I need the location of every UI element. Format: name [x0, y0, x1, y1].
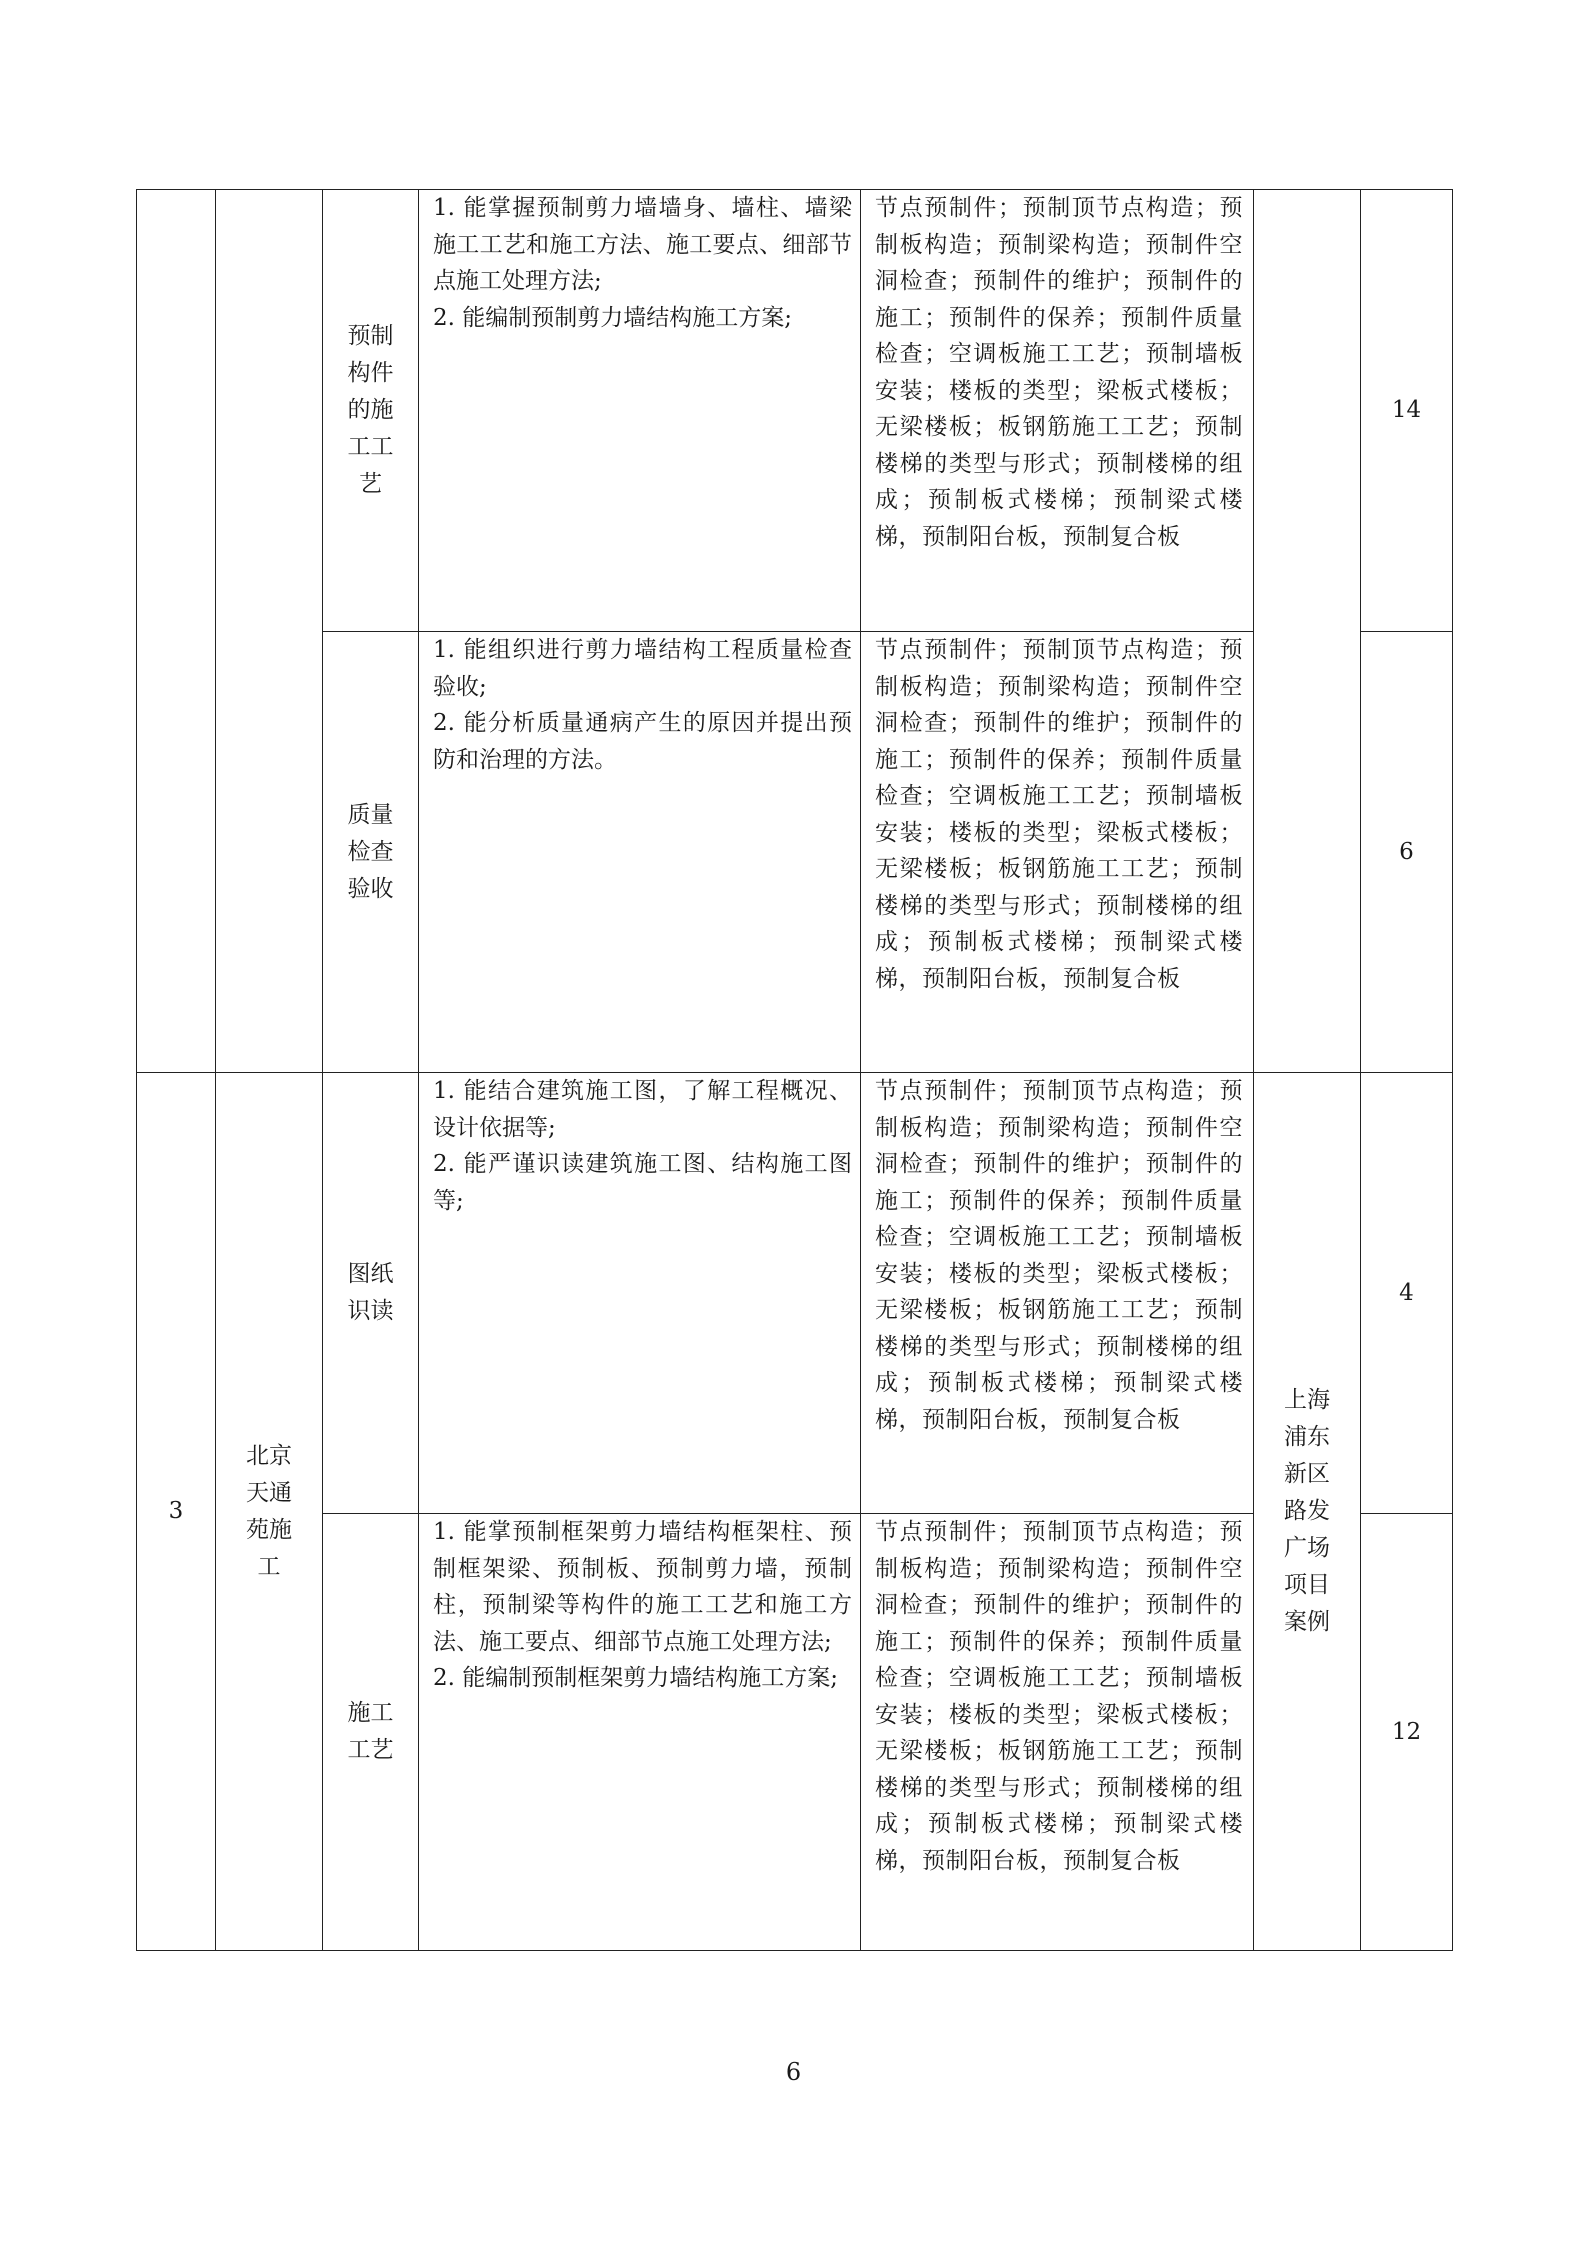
requirement-item: 2. 能编制预制剪力墙结构施工方案; — [433, 304, 793, 331]
requirement-item: 1. 能掌握预制剪力墙墙身、墙柱、墙梁施工工艺和施工方法、施工要点、细部节点施工处理方法; — [433, 195, 852, 294]
case-cell — [1254, 1073, 1361, 1951]
module-cell — [323, 632, 419, 1073]
hours-cell: 14 — [1361, 190, 1453, 632]
project-name: 北京天通苑施工 — [246, 1442, 292, 1580]
requirements-cell — [419, 632, 861, 1073]
hours-cell: 4 — [1361, 1073, 1453, 1514]
requirement-item: 1. 能组织进行剪力墙结构工程质量检查验收; — [433, 637, 852, 700]
item-number: 3 — [137, 1073, 216, 1951]
requirements-cell — [419, 1073, 861, 1514]
module-name: 施工工艺 — [347, 1700, 394, 1763]
table-row — [137, 190, 1453, 632]
course-table — [136, 189, 1453, 1951]
content-cell: 节点预制件；预制顶节点构造；预制板构造；预制梁构造；预制件空洞检查；预制件的维护；预制件的施工；预制件的保养；预制件质量检查；空调板施工工艺；预制墙板安装；楼板的类型；梁板式楼板；无梁楼板；板钢筋施工工艺；预制楼梯的类型与形式；预制楼梯的组成；预制板式楼梯；预制梁式楼梯，预制阳台板，预制复合板 — [861, 1514, 1254, 1951]
number-cell-empty — [137, 190, 216, 1073]
case-name: 上海浦东新区路发广场项目案例 — [1284, 1387, 1330, 1635]
requirements-cell — [419, 190, 861, 632]
requirement-item: 2. 能编制预制框架剪力墙结构施工方案; — [433, 1665, 839, 1691]
content-cell: 节点预制件；预制顶节点构造；预制板构造；预制梁构造；预制件空洞检查；预制件的维护；预制件的施工；预制件的保养；预制件质量检查；空调板施工工艺；预制墙板安装；楼板的类型；梁板式楼板；无梁楼板；板钢筋施工工艺；预制楼梯的类型与形式；预制楼梯的组成；预制板式楼梯；预制梁式楼梯，预制阳台板，预制复合板 — [861, 190, 1254, 632]
requirements-cell — [419, 1514, 861, 1951]
project-cell-empty — [216, 190, 323, 1073]
module-name: 图纸识读 — [347, 1261, 394, 1324]
case-cell-empty — [1254, 190, 1361, 1073]
project-cell — [216, 1073, 323, 1951]
content-cell: 节点预制件；预制顶节点构造；预制板构造；预制梁构造；预制件空洞检查；预制件的维护；预制件的施工；预制件的保养；预制件质量检查；空调板施工工艺；预制墙板安装；楼板的类型；梁板式楼板；无梁楼板；板钢筋施工工艺；预制楼梯的类型与形式；预制楼梯的组成；预制板式楼梯；预制梁式楼梯，预制阳台板，预制复合板 — [861, 632, 1254, 1073]
module-name: 预制构件的施工工艺 — [347, 323, 394, 497]
requirement-item: 2. 能分析质量通病产生的原因并提出预防和治理的方法。 — [433, 710, 852, 773]
table-row — [137, 1073, 1453, 1514]
module-cell — [323, 190, 419, 632]
hours-cell: 12 — [1361, 1514, 1453, 1951]
hours-cell: 6 — [1361, 632, 1453, 1073]
page-number: 6 — [785, 2058, 802, 2086]
requirement-item: 1. 能掌预制框架剪力墙结构框架柱、预制框架梁、预制板、预制剪力墙，预制柱，预制梁等构件的施工工艺和施工方法、施工要点、细部节点施工处理方法; — [433, 1519, 852, 1655]
requirement-item: 1. 能结合建筑施工图，了解工程概况、设计依据等; — [433, 1078, 852, 1141]
content-cell: 节点预制件；预制顶节点构造；预制板构造；预制梁构造；预制件空洞检查；预制件的维护；预制件的施工；预制件的保养；预制件质量检查；空调板施工工艺；预制墙板安装；楼板的类型；梁板式楼板；无梁楼板；板钢筋施工工艺；预制楼梯的类型与形式；预制楼梯的组成；预制板式楼梯；预制梁式楼梯，预制阳台板，预制复合板 — [861, 1073, 1254, 1514]
module-cell — [323, 1514, 419, 1951]
module-cell — [323, 1073, 419, 1514]
requirement-item: 2. 能严谨识读建筑施工图、结构施工图等; — [433, 1151, 852, 1214]
module-name: 质量检查验收 — [347, 801, 394, 902]
